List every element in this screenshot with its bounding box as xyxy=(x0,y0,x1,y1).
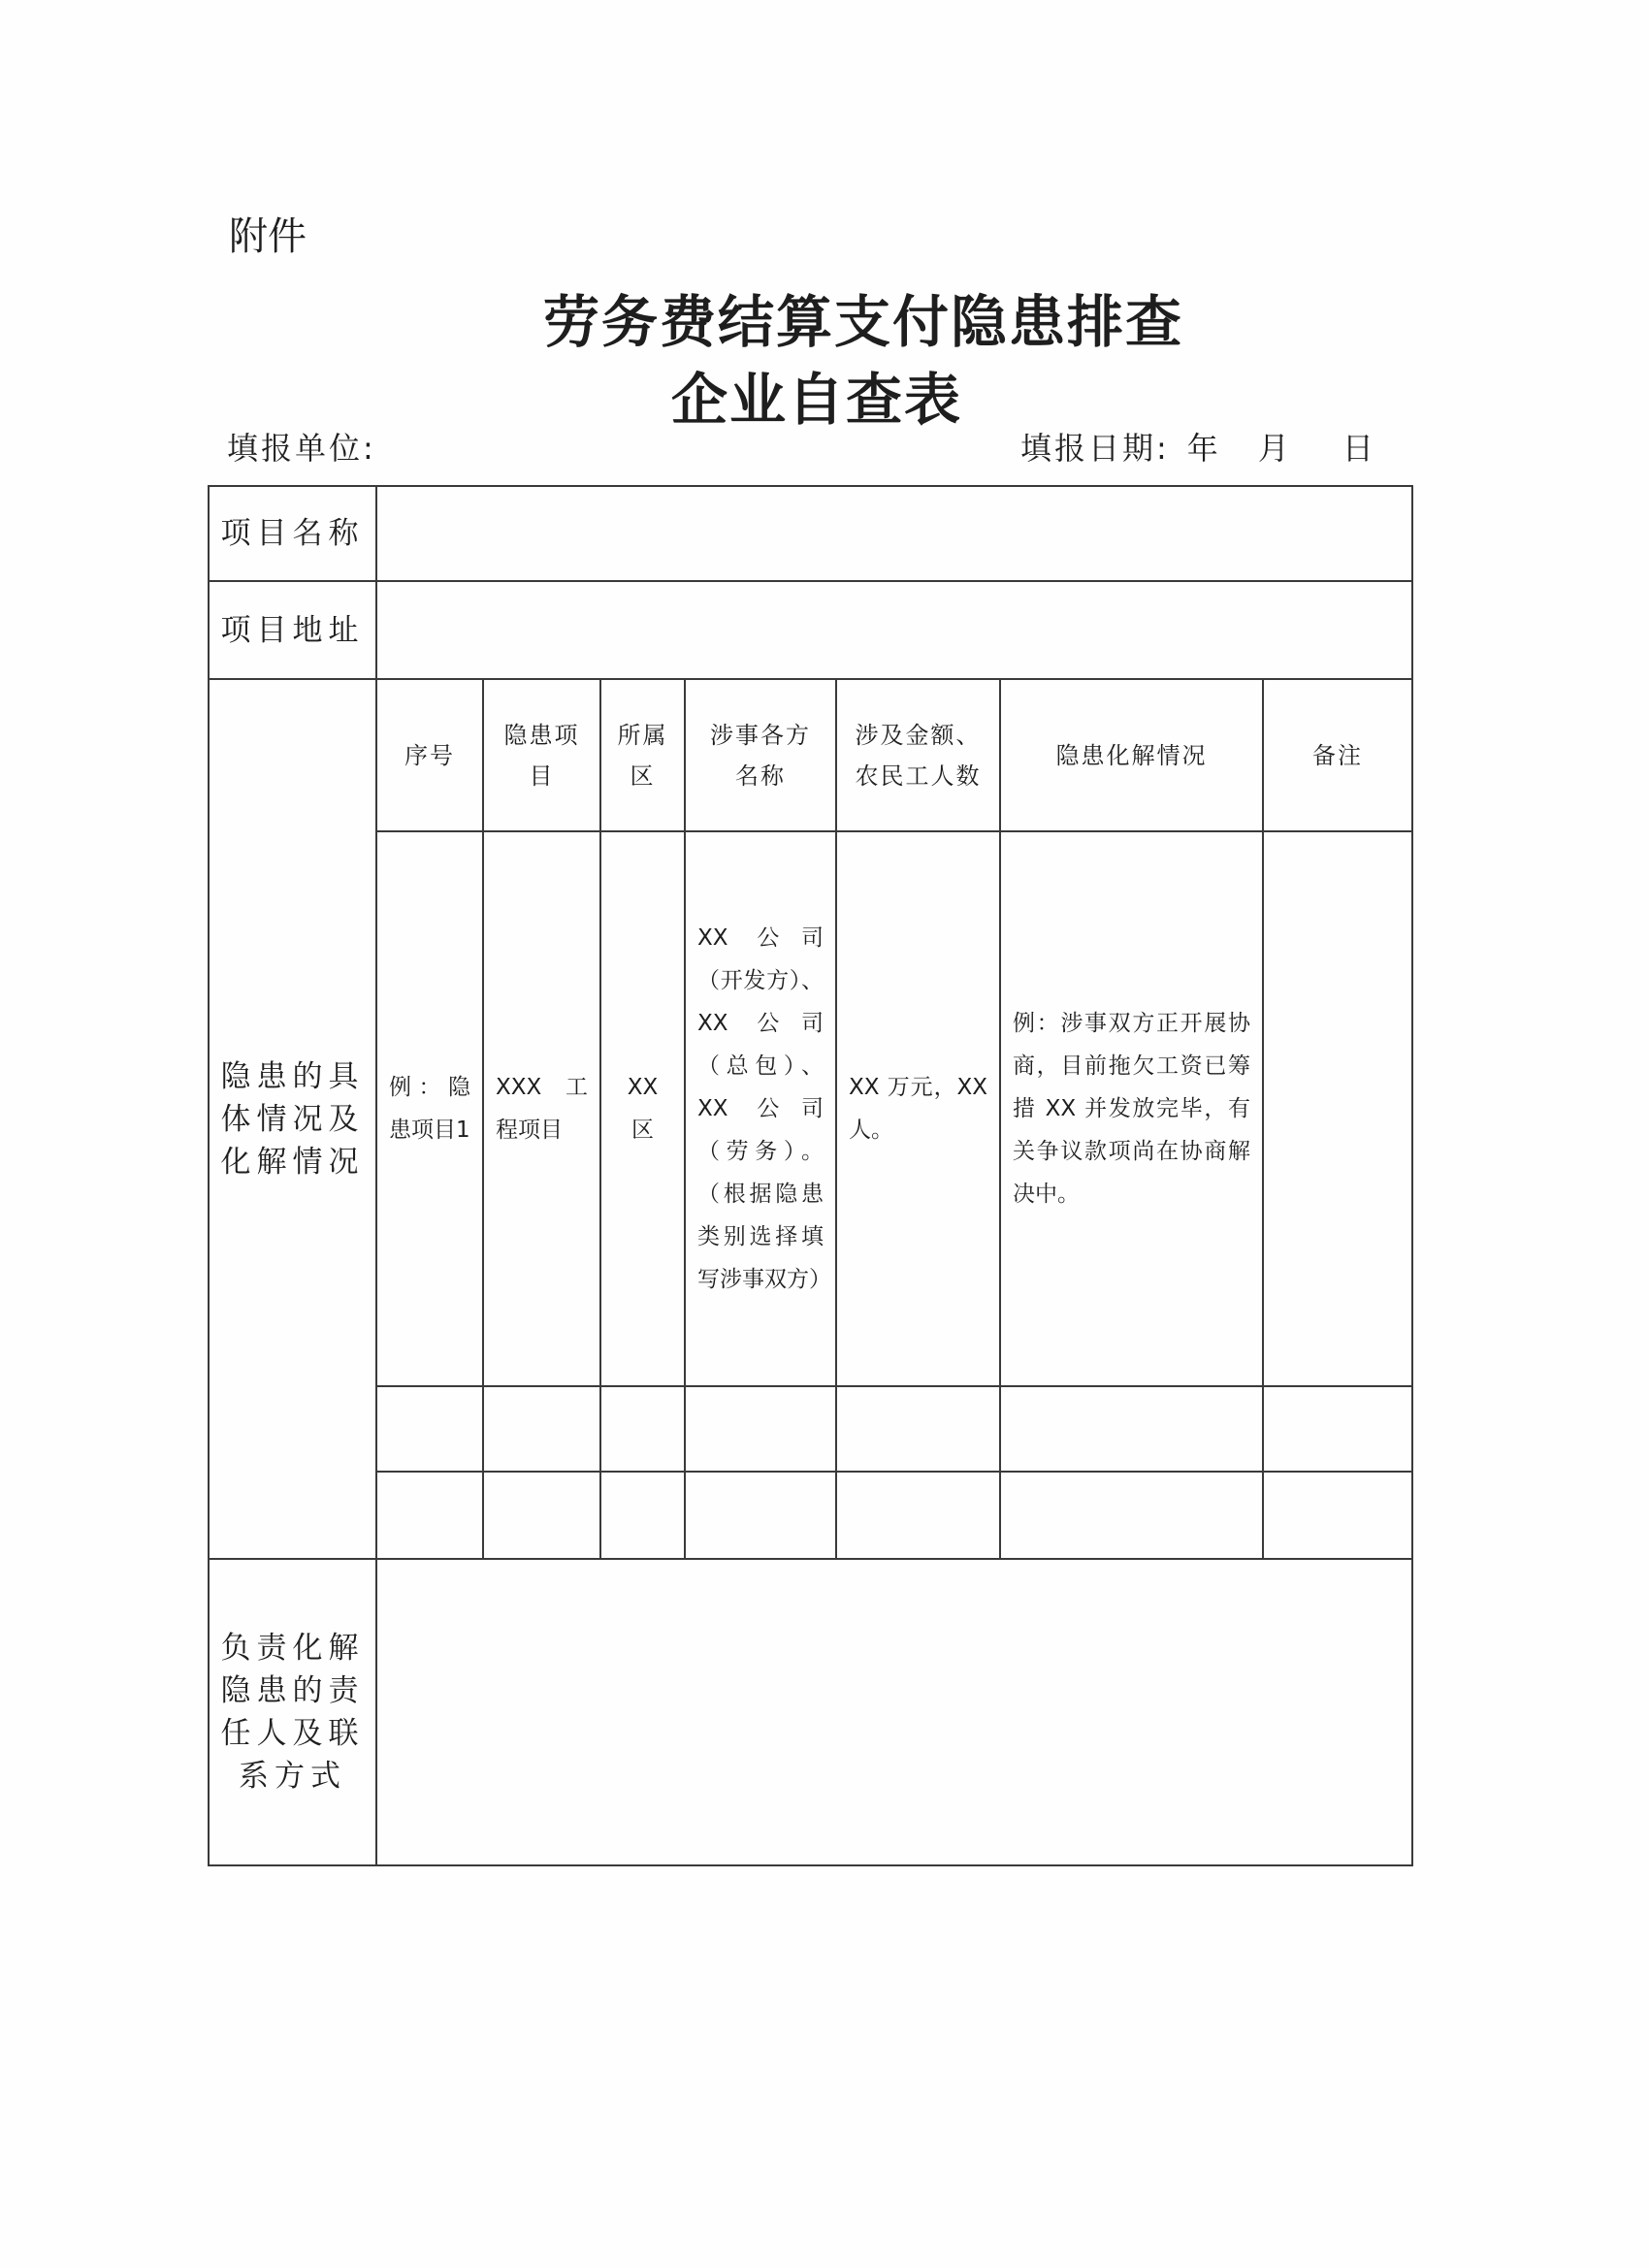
project-name-row xyxy=(209,486,1412,581)
example-parties: XX 公司（开发方）、 XX 公司（总包）、XX 公司（劳务）。（根据隐患类别选择填写涉事双方） xyxy=(697,925,831,1292)
column-header-row xyxy=(209,679,1412,831)
empty-row-1 xyxy=(209,1386,1412,1472)
empty-cell[interactable] xyxy=(600,1472,685,1559)
example-row xyxy=(209,831,1412,1386)
empty-cell[interactable] xyxy=(376,1472,483,1559)
form-title-line1: 劳务费结算支付隐患排查 xyxy=(542,289,1183,355)
example-remark-cell[interactable] xyxy=(1263,831,1412,1386)
responsible-row xyxy=(209,1559,1412,1865)
empty-cell[interactable] xyxy=(685,1386,836,1472)
example-seq: 例：隐患项目1 xyxy=(389,1075,470,1143)
hazard-section-label: 隐患的具体情况及化解情况 xyxy=(209,679,376,1559)
col-header-amount: 涉及金额、农民工人数 xyxy=(836,679,1000,831)
project-name-field[interactable] xyxy=(376,486,1412,581)
col-header-seq: 序号 xyxy=(376,679,483,831)
example-district-cell[interactable] xyxy=(600,831,685,1386)
example-resolution: 例：涉事双方正开展协商，目前拖欠工资已筹措 XX 并发放完毕，有关争议款项尚在协商解决中。 xyxy=(1013,1011,1250,1207)
col-header-resolution: 隐患化解情况 xyxy=(1000,679,1263,831)
empty-cell[interactable] xyxy=(483,1386,600,1472)
empty-cell[interactable] xyxy=(836,1472,1000,1559)
fill-date-day: 日 xyxy=(1342,430,1376,467)
example-amount-cell[interactable] xyxy=(836,831,1000,1386)
empty-cell[interactable] xyxy=(600,1386,685,1472)
empty-cell[interactable] xyxy=(376,1386,483,1472)
project-address-label: 项目地址 xyxy=(209,581,376,679)
empty-row-2 xyxy=(209,1472,1412,1559)
empty-cell[interactable] xyxy=(1263,1472,1412,1559)
example-amount: XX 万元，XX 人。 xyxy=(849,1075,987,1143)
empty-cell[interactable] xyxy=(1263,1386,1412,1472)
empty-cell[interactable] xyxy=(483,1472,600,1559)
example-resolution-cell[interactable] xyxy=(1000,831,1263,1386)
empty-cell[interactable] xyxy=(1000,1386,1263,1472)
col-header-parties: 涉事各方名称 xyxy=(685,679,836,831)
form-title-line2: 企业自查表 xyxy=(670,367,962,433)
col-header-district: 所属区 xyxy=(600,679,685,831)
project-address-row xyxy=(209,581,1412,679)
example-project: XXX 工程项目 xyxy=(496,1075,588,1143)
fill-date-label: 填报日期: xyxy=(1020,430,1170,467)
empty-cell[interactable] xyxy=(1000,1472,1263,1559)
project-address-field[interactable] xyxy=(376,581,1412,679)
example-seq-cell[interactable] xyxy=(376,831,483,1386)
col-header-remark: 备注 xyxy=(1263,679,1412,831)
example-parties-cell[interactable] xyxy=(685,831,836,1386)
self-check-table xyxy=(208,485,1413,1866)
project-name-label: 项目名称 xyxy=(209,486,376,581)
empty-cell[interactable] xyxy=(685,1472,836,1559)
example-district: XX 区 xyxy=(627,1075,659,1143)
fill-unit-label: 填报单位: xyxy=(227,430,376,467)
attachment-label: 附件 xyxy=(229,214,307,259)
responsible-field[interactable] xyxy=(376,1559,1412,1865)
empty-cell[interactable] xyxy=(836,1386,1000,1472)
fill-date-month: 月 xyxy=(1257,430,1292,467)
fill-date-year: 年 xyxy=(1186,430,1221,467)
col-header-hazard-project: 隐患项目 xyxy=(483,679,600,831)
fill-date xyxy=(1020,424,1376,469)
example-project-cell[interactable] xyxy=(483,831,600,1386)
responsible-label: 负责化解隐患的责任人及联系方式 xyxy=(209,1559,376,1865)
